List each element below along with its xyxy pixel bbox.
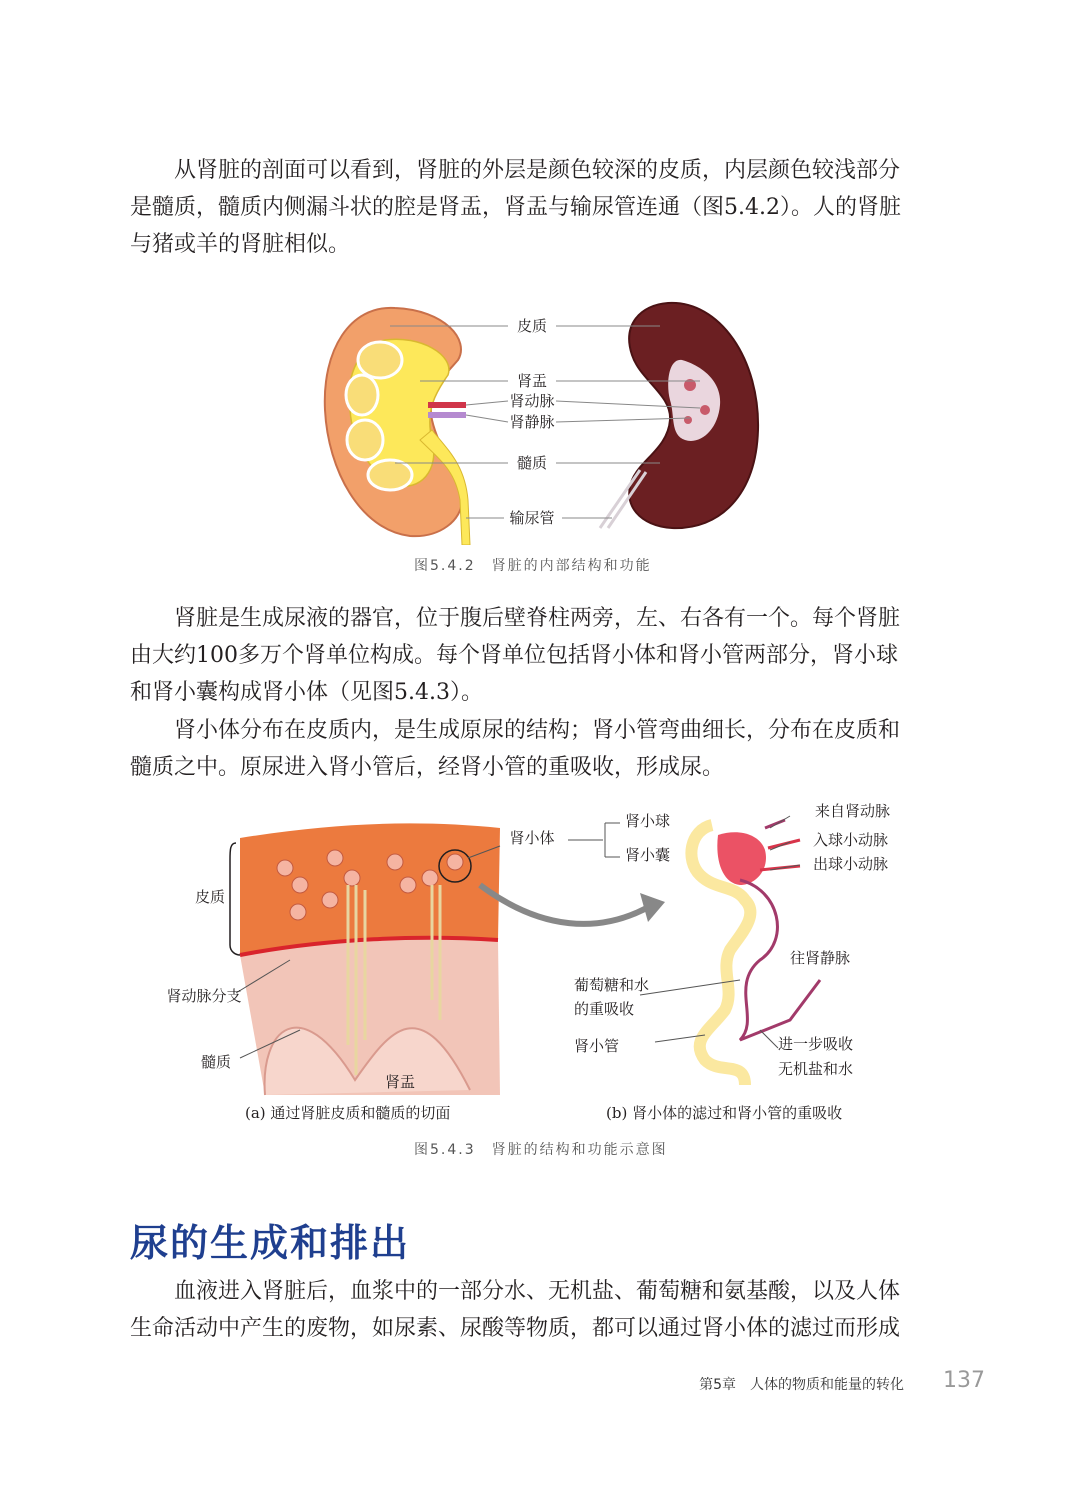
- label-afferent-arteriole: 入球小动脉: [813, 831, 889, 849]
- paragraph-2: [130, 600, 952, 711]
- page-number: 137: [943, 1368, 985, 1393]
- label-renal-artery: 肾动脉: [509, 392, 555, 410]
- label-cortex: 皮质: [516, 317, 548, 335]
- text-line: 髓质之中。原尿进入肾小管后，经肾小管的重吸收，形成尿。: [130, 755, 725, 780]
- label-capsule: 肾小囊: [625, 846, 671, 864]
- text-line: 肾小体分布在皮质内，是生成原尿的结构；肾小管弯曲细长，分布在皮质和: [174, 718, 901, 743]
- text-line: 和肾小囊构成肾小体（见图5.4.3）。: [130, 680, 483, 705]
- kidney-photo: [600, 303, 758, 528]
- text-line: 是髓质，髓质内侧漏斗状的腔是肾盂，肾盂与输尿管连通（图5.4.2）。人的肾脏: [130, 195, 901, 220]
- kidney-illustration: [325, 308, 470, 545]
- label-renal-vein: 肾静脉: [509, 413, 555, 431]
- label-to-renal-vein: 往肾静脉: [790, 949, 851, 967]
- text-line: 由大约100多万个肾单位构成。每个肾单位包括肾小体和肾小管两部分，肾小球: [130, 643, 898, 668]
- label-cortex: 皮质: [194, 888, 226, 906]
- subcaption-a: (a) 通过肾脏皮质和髓质的切面: [245, 1104, 451, 1122]
- label-glucose-water: 葡萄糖和水: [574, 976, 650, 994]
- label-tubule: 肾小管: [574, 1037, 620, 1055]
- cross-section-illustration: [230, 823, 500, 1095]
- label-renal-pelvis: 肾盂: [384, 1073, 416, 1091]
- label-medulla: 髓质: [516, 454, 548, 472]
- figure-caption-5-4-2: 图5.4.2 肾脏的内部结构和功能: [414, 558, 652, 574]
- chapter-title: 第5章 人体的物质和能量的转化: [699, 1377, 904, 1393]
- page-footer: [0, 1368, 1080, 1396]
- label-artery-branch: 肾动脉分支: [166, 987, 242, 1005]
- paragraph-4: [130, 1273, 952, 1347]
- label-glomerulus: 肾小球: [625, 812, 671, 830]
- label-salts-water: 无机盐和水: [778, 1060, 854, 1078]
- text-line: 肾脏是生成尿液的器官，位于腹后壁脊柱两旁，左、右各有一个。每个肾脏: [174, 606, 901, 631]
- arrow-icon: [480, 885, 652, 924]
- kidney-structure-figure: [320, 295, 770, 545]
- label-efferent-arteriole: 出球小动脉: [813, 855, 889, 873]
- text-line: 生命活动中产生的废物，如尿素、尿酸等物质，都可以通过肾小体的滤过而形成: [130, 1316, 901, 1341]
- subcaption-b: (b) 肾小体的滤过和肾小管的重吸收: [606, 1104, 843, 1122]
- text-line: 与猪或羊的肾脏相似。: [130, 232, 351, 257]
- label-renal-corpuscle: 肾小体: [509, 829, 555, 847]
- text-line: 血液进入肾脏后，血浆中的一部分水、无机盐、葡萄糖和氨基酸，以及人体: [174, 1279, 901, 1304]
- label-from-renal-artery: 来自肾动脉: [815, 802, 891, 820]
- paragraph-3: [130, 712, 952, 786]
- label-reabsorption: 的重吸收: [574, 1000, 635, 1018]
- section-title: 尿的生成和排出: [130, 1221, 411, 1265]
- label-renal-pelvis: 肾盂: [516, 372, 548, 390]
- paragraph-1: [130, 152, 952, 263]
- figure-caption-5-4-3: 图5.4.3 肾脏的结构和功能示意图: [414, 1142, 668, 1158]
- label-medulla: 髓质: [200, 1053, 232, 1071]
- nephron-figure: [150, 795, 910, 1130]
- text-line: 从肾脏的剖面可以看到，肾脏的外层是颜色较深的皮质，内层颜色较浅部分: [174, 158, 901, 183]
- label-further-absorb: 进一步吸收: [778, 1035, 854, 1053]
- label-ureter: 输尿管: [509, 509, 555, 527]
